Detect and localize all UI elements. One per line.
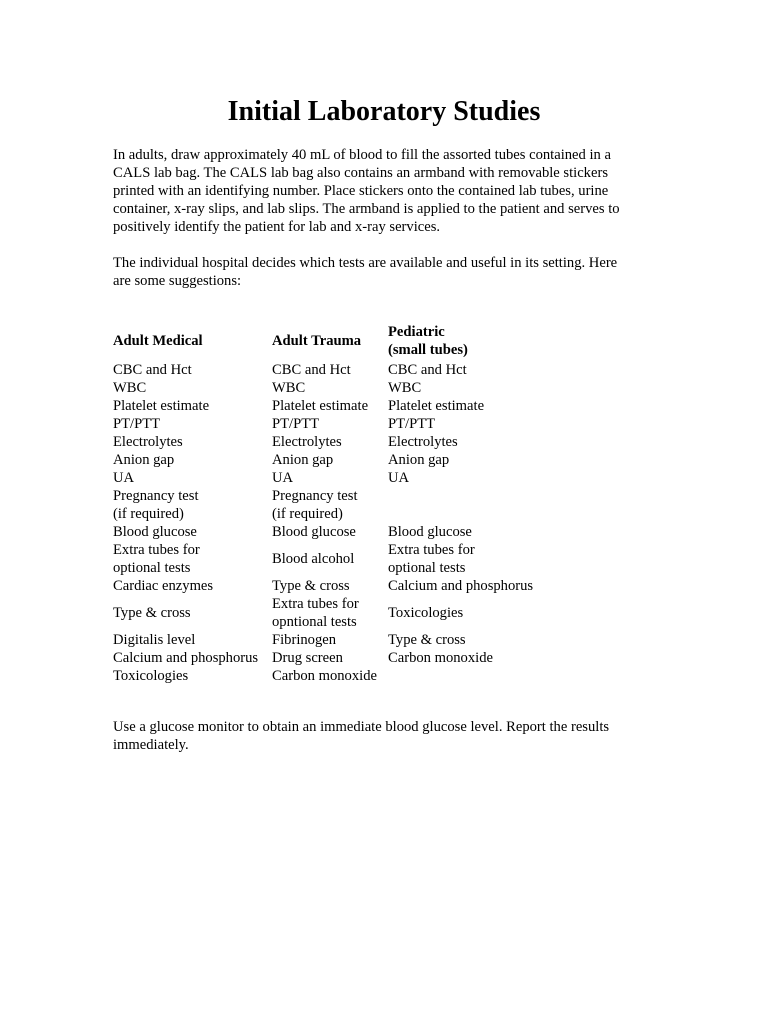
table-cell-pediatric: Carbon monoxide	[388, 650, 493, 666]
table-cell-adult-trauma: CBC and Hct	[272, 362, 351, 378]
table-cell-pediatric: Platelet estimate	[388, 398, 485, 414]
table-cell-adult-medical: Toxicologies	[113, 668, 189, 684]
table-body	[111, 361, 565, 685]
table-cell-adult-trauma: Blood alcohol	[272, 551, 355, 567]
table-row	[111, 649, 565, 667]
table-cell-pediatric	[386, 667, 565, 685]
table-cell-adult-trauma: WBC	[272, 380, 306, 396]
table-cell-adult-trauma: UA	[272, 470, 294, 486]
table-cell-pediatric	[386, 487, 565, 523]
header-pediatric: Pediatric (small tubes)	[388, 324, 468, 358]
glucose-monitor-paragraph: Use a glucose monitor to obtain an immediate blood glucose level. Report the results immediately.	[113, 719, 610, 753]
table-cell-pediatric: Toxicologies	[388, 605, 464, 621]
table-header-row	[111, 323, 565, 361]
table-cell-adult-trauma: Type & cross	[272, 578, 350, 594]
table-row	[111, 361, 565, 379]
header-adult-medical: Adult Medical	[113, 333, 203, 349]
header-adult-trauma: Adult Trauma	[272, 333, 362, 349]
table-cell-adult-medical: Pregnancy test (if required)	[113, 488, 199, 522]
table-cell-pediatric: WBC	[388, 380, 422, 396]
table-row	[111, 433, 565, 451]
table-cell-adult-trauma: Carbon monoxide	[272, 668, 377, 684]
table-cell-adult-trauma: Platelet estimate	[272, 398, 369, 414]
table-cell-adult-trauma: Extra tubes for opntional tests	[272, 596, 359, 630]
table-row	[111, 487, 565, 523]
table-cell-adult-medical: Electrolytes	[113, 434, 183, 450]
table-cell-adult-medical: UA	[113, 470, 135, 486]
table-cell-pediatric: Calcium and phosphorus	[388, 578, 534, 594]
lab-studies-table	[111, 323, 565, 685]
table-row	[111, 541, 565, 577]
table-cell-adult-medical: CBC and Hct	[113, 362, 192, 378]
table-row	[111, 451, 565, 469]
table-cell-adult-medical: Digitalis level	[113, 632, 196, 648]
table-cell-adult-medical: WBC	[113, 380, 147, 396]
table-row	[111, 415, 565, 433]
page-title: Initial Laboratory Studies	[227, 96, 541, 127]
table-cell-adult-medical: Blood glucose	[113, 524, 197, 540]
table-cell-adult-medical: Anion gap	[113, 452, 175, 468]
table-cell-adult-medical: Type & cross	[113, 605, 191, 621]
table-cell-adult-trauma: Pregnancy test (if required)	[272, 488, 358, 522]
table-row	[111, 469, 565, 487]
table-cell-adult-trauma: Fibrinogen	[272, 632, 337, 648]
suggestions-paragraph: The individual hospital decides which tests are available and useful in its setting. Here are some suggestions:	[113, 255, 618, 289]
table-cell-adult-trauma: Electrolytes	[272, 434, 342, 450]
table-cell-adult-trauma: Drug screen	[272, 650, 343, 666]
table-cell-adult-medical: Calcium and phosphorus	[113, 650, 259, 666]
table-cell-adult-trauma: Blood glucose	[272, 524, 356, 540]
intro-paragraph: In adults, draw approximately 40 mL of blood to fill the assorted tubes contained in a CALS lab bag. The CALS lab bag also contains an armband with removable stickers printed with an identifying number. Place stickers onto the contained lab tubes, urine container, x-ray slips, and lab slips. The armband is applied to the patient and serves to positively identify the patient for lab and x-ray services.	[113, 147, 620, 235]
table-cell-adult-medical: PT/PTT	[113, 416, 161, 432]
table-cell-adult-medical: Cardiac enzymes	[113, 578, 214, 594]
table-row	[111, 397, 565, 415]
table-cell-pediatric: Anion gap	[388, 452, 450, 468]
table-cell-pediatric: PT/PTT	[388, 416, 436, 432]
table-cell-pediatric: Type & cross	[388, 632, 466, 648]
table-cell-pediatric: UA	[388, 470, 410, 486]
table-cell-adult-trauma: PT/PTT	[272, 416, 320, 432]
table-cell-adult-medical: Extra tubes for optional tests	[113, 542, 200, 576]
table-cell-pediatric: CBC and Hct	[388, 362, 467, 378]
table-row	[111, 523, 565, 541]
table-row	[111, 667, 565, 685]
table-row	[111, 595, 565, 631]
table-cell-pediatric: Blood glucose	[388, 524, 472, 540]
table-row	[111, 379, 565, 397]
table-cell-adult-medical: Platelet estimate	[113, 398, 210, 414]
table-row	[111, 577, 565, 595]
table-cell-adult-trauma: Anion gap	[272, 452, 334, 468]
table-cell-pediatric: Extra tubes for optional tests	[388, 542, 475, 576]
table-row	[111, 631, 565, 649]
table-cell-pediatric: Electrolytes	[388, 434, 458, 450]
